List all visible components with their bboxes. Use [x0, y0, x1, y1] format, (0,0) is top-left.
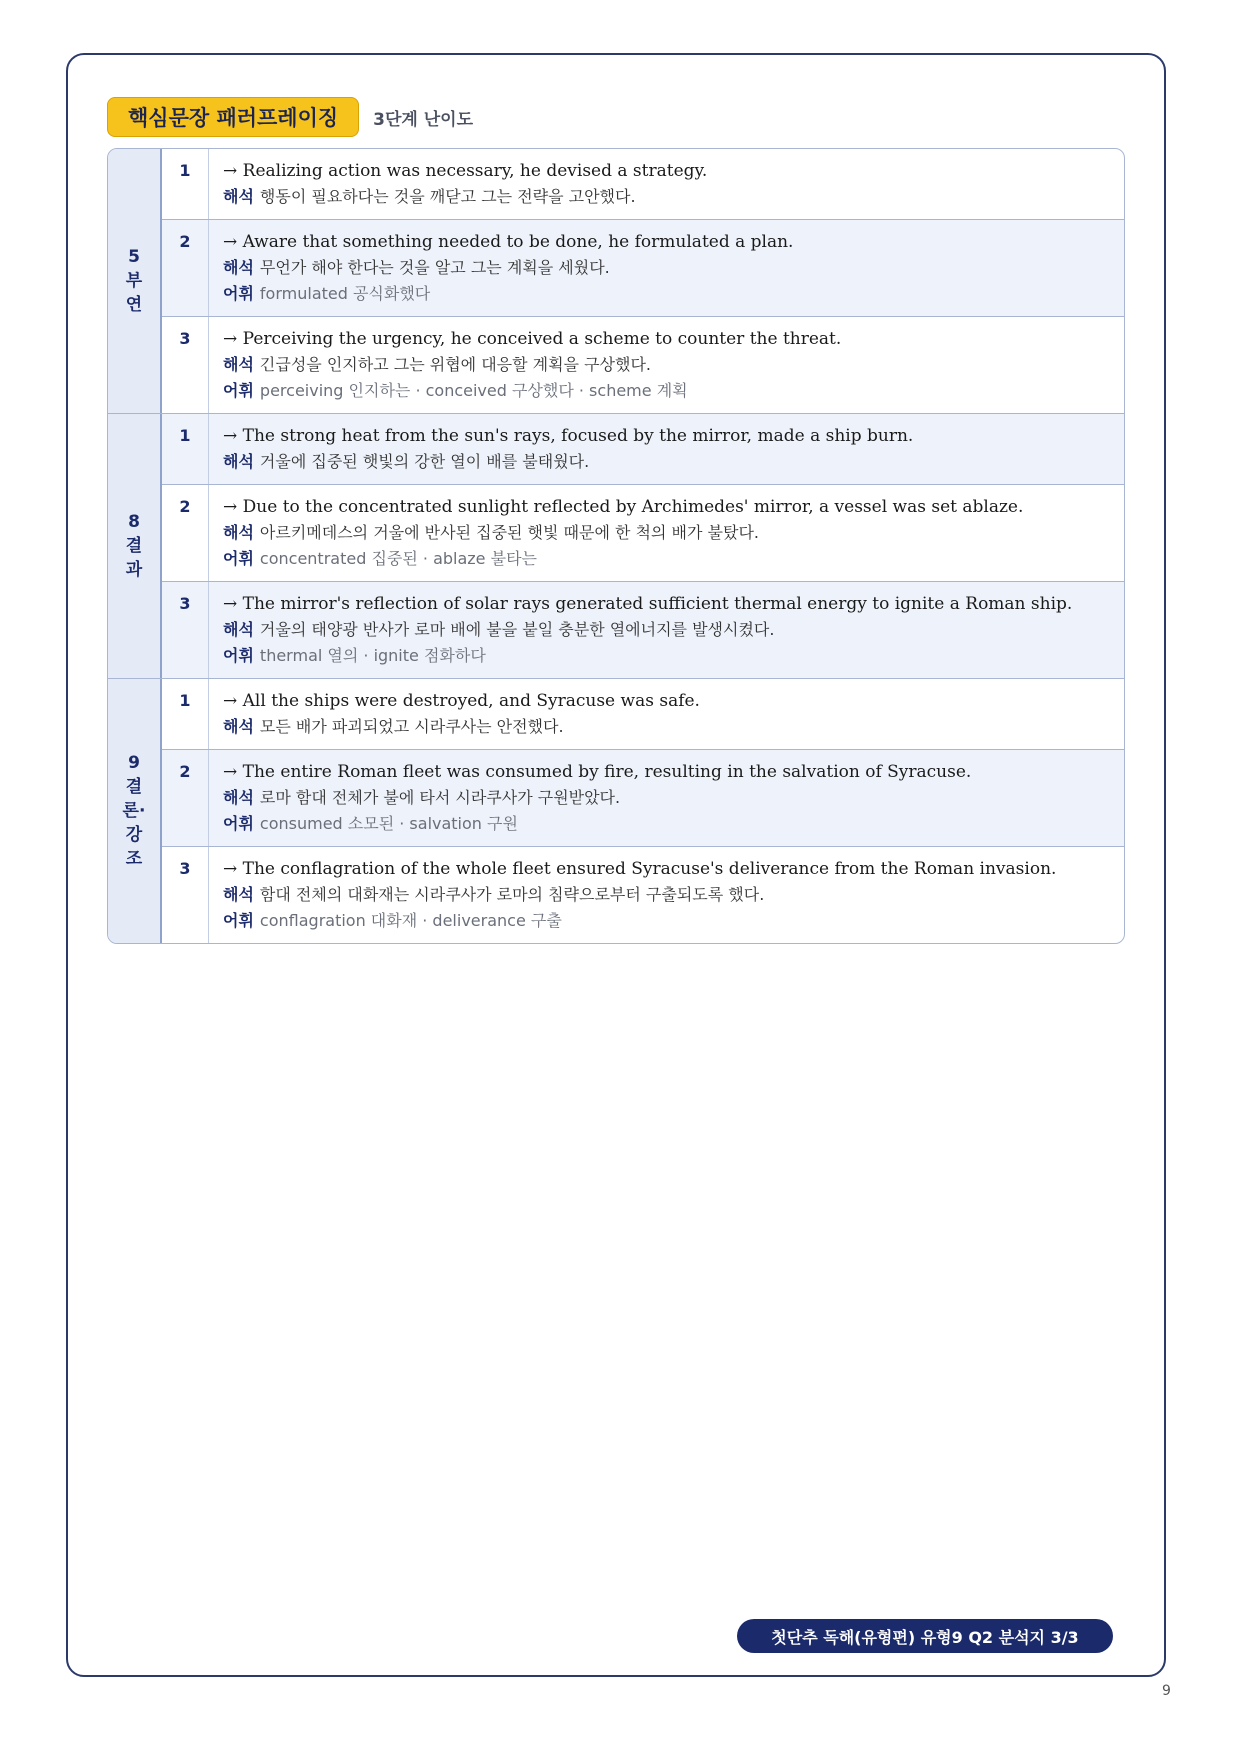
group-label-char: 론·: [122, 801, 146, 821]
translation-tag: 해석: [223, 788, 254, 807]
paraphrase-table: [107, 148, 1125, 944]
vocab-tag: 어휘: [223, 381, 254, 400]
table-row: [162, 749, 1124, 846]
english-sentence: → Due to the concentrated sunlight reflected by Archimedes' mirror, a vessel was set ablaze.: [223, 497, 1024, 517]
english-sentence: → All the ships were destroyed, and Syracuse was safe.: [223, 691, 700, 711]
english-sentence: → The mirror's reflection of solar rays generated sufficient thermal energy to ignite a Roman ship.: [223, 594, 1073, 614]
english-sentence: → The conflagration of the whole fleet ensured Syracuse's deliverance from the Roman invasion.: [223, 859, 1057, 879]
group-label-char: 결: [125, 536, 143, 556]
row-number: 2: [162, 750, 209, 846]
group-label-char: 8: [128, 512, 140, 532]
translation-line: [223, 617, 1110, 643]
translation-line: [223, 255, 1110, 281]
table-row: [162, 679, 1124, 749]
translation-line: [223, 882, 1110, 908]
vocab-tag: 어휘: [223, 549, 254, 568]
vocab-text: concentrated 집중된 · ablaze 불타는: [259, 549, 537, 568]
translation-tag: 해석: [223, 355, 254, 374]
group-label-char: 과: [125, 560, 143, 580]
group-9-conclusion: [108, 678, 1124, 943]
translation-line: [223, 449, 1110, 475]
vocab-text: conflagration 대화재 · deliverance 구출: [259, 911, 562, 930]
row-number: 1: [162, 149, 209, 219]
vocab-line: [223, 908, 1110, 934]
vocab-line: [223, 378, 1110, 404]
translation-text: 행동이 필요하다는 것을 깨닫고 그는 전략을 고안했다.: [259, 187, 636, 206]
translation-text: 무언가 해야 한다는 것을 알고 그는 계획을 세웠다.: [259, 258, 610, 277]
translation-text: 로마 함대 전체가 불에 타서 시라쿠사가 구원받았다.: [259, 788, 621, 807]
translation-line: [223, 520, 1110, 546]
translation-tag: 해석: [223, 187, 254, 206]
table-row: [162, 316, 1124, 413]
translation-line: [223, 785, 1110, 811]
group-label-char: 부: [125, 271, 143, 291]
vocab-tag: 어휘: [223, 911, 254, 930]
english-sentence: → The strong heat from the sun's rays, focused by the mirror, made a ship burn.: [223, 426, 914, 446]
translation-tag: 해석: [223, 523, 254, 542]
vocab-text: consumed 소모된 · salvation 구원: [259, 814, 518, 833]
vocab-line: [223, 643, 1110, 669]
vocab-tag: 어휘: [223, 814, 254, 833]
section-title: 핵심문장 패러프레이징: [107, 97, 359, 137]
difficulty-label: 3단계 난이도: [373, 109, 474, 130]
group-label: [108, 414, 162, 678]
translation-line: [223, 714, 1110, 740]
table-row: [162, 581, 1124, 678]
group-label-char: 9: [128, 753, 140, 773]
table-row: [162, 846, 1124, 943]
vocab-line: [223, 811, 1110, 837]
translation-tag: 해석: [223, 885, 254, 904]
group-8-result: [108, 413, 1124, 678]
group-label: [108, 149, 162, 413]
vocab-text: thermal 열의 · ignite 점화하다: [259, 646, 486, 665]
translation-line: [223, 352, 1110, 378]
group-5-burden: [108, 149, 1124, 413]
group-label-char: 결: [125, 777, 143, 797]
table-row: [162, 484, 1124, 581]
vocab-line: [223, 281, 1110, 307]
english-sentence: → Perceiving the urgency, he conceived a scheme to counter the threat.: [223, 329, 842, 349]
row-number: 3: [162, 582, 209, 678]
english-sentence: → Aware that something needed to be done, he formulated a plan.: [223, 232, 794, 252]
vocab-tag: 어휘: [223, 284, 254, 303]
row-number: 1: [162, 414, 209, 484]
translation-text: 긴급성을 인지하고 그는 위협에 대응할 계획을 구상했다.: [259, 355, 652, 374]
translation-text: 아르키메데스의 거울에 반사된 집중된 햇빛 때문에 한 척의 배가 불탔다.: [259, 523, 760, 542]
group-label-char: 조: [125, 849, 143, 869]
translation-line: [223, 184, 1110, 210]
english-sentence: → Realizing action was necessary, he devised a strategy.: [223, 161, 708, 181]
translation-text: 거울에 집중된 햇빛의 강한 열이 배를 불태웠다.: [259, 452, 590, 471]
group-label-char: 강: [125, 825, 143, 845]
translation-tag: 해석: [223, 620, 254, 639]
translation-text: 모든 배가 파괴되었고 시라쿠사는 안전했다.: [259, 717, 564, 736]
vocab-text: perceiving 인지하는 · conceived 구상했다 · scheme 계획: [259, 381, 688, 400]
vocab-line: [223, 546, 1110, 572]
group-label: [108, 679, 162, 943]
group-label-char: 5: [128, 247, 140, 267]
translation-text: 거울의 태양광 반사가 로마 배에 불을 붙일 충분한 열에너지를 발생시켰다.: [259, 620, 775, 639]
translation-text: 함대 전체의 대화재는 시라쿠사가 로마의 침략으로부터 구출되도록 했다.: [259, 885, 765, 904]
table-row: [162, 219, 1124, 316]
translation-tag: 해석: [223, 717, 254, 736]
english-sentence: → The entire Roman fleet was consumed by fire, resulting in the salvation of Syracuse.: [223, 762, 972, 782]
row-number: 3: [162, 847, 209, 943]
vocab-text: formulated 공식화했다: [259, 284, 431, 303]
row-number: 1: [162, 679, 209, 749]
footer-badge: 첫단추 독해(유형편) 유형9 Q2 분석지 3/3: [737, 1619, 1113, 1653]
vocab-tag: 어휘: [223, 646, 254, 665]
row-number: 2: [162, 220, 209, 316]
table-row: [162, 414, 1124, 484]
section-header: [107, 96, 473, 138]
row-number: 2: [162, 485, 209, 581]
page-number: 9: [1162, 1683, 1171, 1699]
row-number: 3: [162, 317, 209, 413]
group-label-char: 연: [125, 295, 143, 315]
translation-tag: 해석: [223, 258, 254, 277]
translation-tag: 해석: [223, 452, 254, 471]
table-row: [162, 149, 1124, 219]
